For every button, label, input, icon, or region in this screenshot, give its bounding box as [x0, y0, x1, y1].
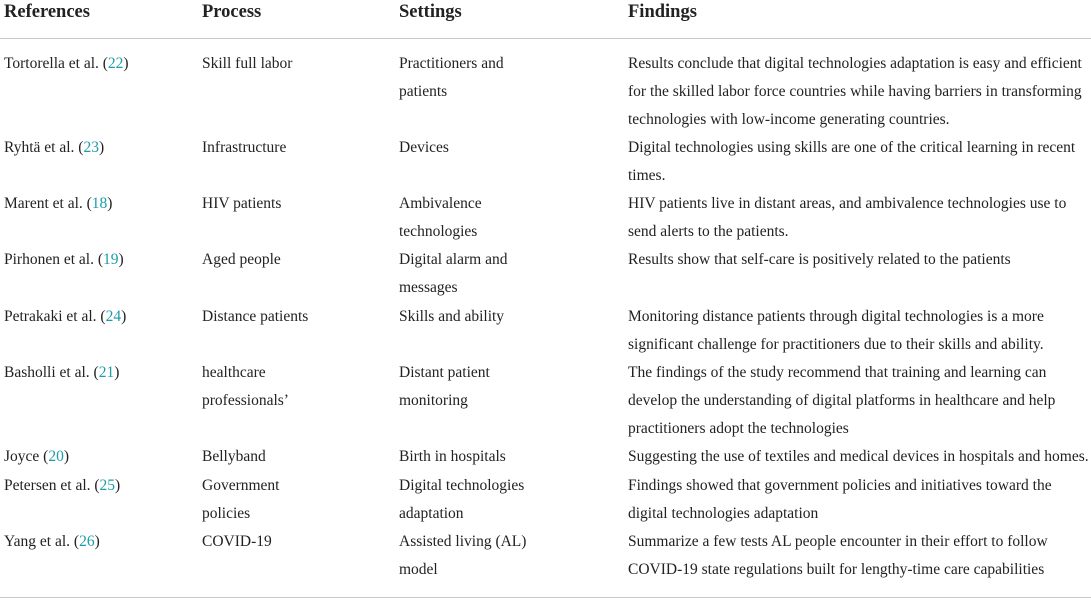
citation-link[interactable]: 26 — [79, 533, 95, 550]
author-text-close: ) — [107, 195, 113, 212]
reference-cell — [4, 443, 69, 471]
findings-cell-line: practitioners adopt the technologies — [628, 420, 849, 437]
findings-cell-line: Monitoring distance patients through digital technologies is a more — [628, 308, 1044, 325]
header-findings: Findings — [628, 2, 697, 22]
findings-cell — [628, 472, 1090, 528]
reference-cell — [4, 359, 119, 387]
process-cell — [202, 303, 308, 331]
settings-cell-line: Devices — [399, 139, 449, 156]
reference-cell — [4, 50, 129, 78]
process-cell — [202, 246, 281, 274]
author-text-close: ) — [115, 477, 121, 494]
process-cell-line: professionals’ — [202, 392, 289, 409]
findings-cell-line: Digital technologies using skills are one of the critical learning in recent — [628, 139, 1076, 156]
findings-cell-line: times. — [628, 167, 666, 184]
findings-cell-line: Results show that self-care is positively related to the patients — [628, 251, 1011, 268]
settings-cell — [399, 472, 579, 528]
findings-cell — [628, 528, 1090, 584]
settings-cell-line: Distant patient — [399, 364, 490, 381]
author-text: Pirhonen et al. ( — [4, 251, 104, 268]
settings-cell-line: Digital technologies — [399, 477, 525, 494]
process-cell-line: COVID-19 — [202, 533, 272, 550]
author-text-close: ) — [114, 364, 120, 381]
process-cell-line: HIV patients — [202, 195, 282, 212]
settings-cell-line: technologies — [399, 223, 478, 240]
process-cell-line: Distance patients — [202, 308, 309, 325]
author-text: Petersen et al. ( — [4, 477, 100, 494]
settings-cell — [399, 50, 579, 106]
reference-cell — [4, 134, 104, 162]
findings-cell — [628, 303, 1090, 359]
settings-cell — [399, 190, 579, 246]
author-text-close: ) — [98, 139, 105, 156]
author-text-close: ) — [63, 448, 69, 465]
reference-cell — [4, 190, 112, 218]
findings-cell-line: for the skilled labor force countries while having barriers in transforming — [628, 83, 1082, 100]
author-text: Ryhtä et al. ( — [4, 139, 84, 156]
findings-cell-line: send alerts to the patients. — [628, 223, 789, 240]
author-text-close: ) — [121, 308, 127, 325]
findings-cell-line: Findings showed that government policies and initiatives toward the — [628, 477, 1052, 494]
process-cell-line: Bellyband — [202, 448, 266, 465]
settings-cell-line: model — [399, 561, 438, 578]
findings-cell — [628, 134, 1090, 190]
settings-cell-line: Skills and ability — [399, 308, 505, 325]
settings-cell-line: Assisted living (AL) — [399, 533, 527, 550]
settings-cell-line: monitoring — [399, 392, 468, 409]
process-cell-line: healthcare — [202, 364, 266, 381]
author-text: Basholli et al. ( — [4, 364, 99, 381]
process-cell — [202, 134, 286, 162]
findings-cell-line: Results conclude that digital technologies adaptation is easy and efficient — [628, 55, 1082, 72]
citation-link[interactable]: 25 — [99, 477, 116, 494]
reference-cell — [4, 472, 120, 500]
findings-cell-line: develop the understanding of digital platforms in healthcare and help — [628, 392, 1056, 409]
settings-cell-line: patients — [399, 83, 448, 100]
findings-cell-line: digital technologies adaptation — [628, 505, 819, 522]
author-text: Yang et al. ( — [4, 533, 80, 550]
settings-cell-line: Ambivalence — [399, 195, 482, 212]
author-text-close: ) — [118, 251, 124, 268]
citation-link[interactable]: 21 — [98, 364, 115, 381]
header-references: References — [4, 2, 90, 22]
findings-cell-line: HIV patients live in distant areas, and ambivalence technologies use to — [628, 195, 1067, 212]
findings-cell-line: technologies with low-income generating countries. — [628, 111, 950, 128]
process-cell — [202, 190, 281, 218]
findings-cell — [628, 50, 1090, 134]
reference-cell — [4, 528, 100, 556]
settings-cell-line: messages — [399, 279, 458, 296]
author-text: Petrakaki et al. ( — [4, 308, 106, 325]
process-cell — [202, 472, 279, 528]
author-text: Joyce ( — [4, 448, 49, 465]
citation-link[interactable]: 20 — [48, 448, 64, 465]
process-cell-line: Skill full labor — [202, 55, 293, 72]
settings-cell — [399, 528, 579, 584]
process-cell-line: Infrastructure — [202, 139, 287, 156]
process-cell — [202, 359, 289, 415]
author-text: Tortorella et al. ( — [4, 55, 108, 72]
citation-link[interactable]: 23 — [83, 139, 99, 156]
process-cell — [202, 50, 292, 78]
findings-cell-line: Summarize a few tests AL people encounter in their effort to follow — [628, 533, 1048, 550]
reference-cell — [4, 246, 124, 274]
findings-cell-line: Suggesting the use of textiles and medical devices in hospitals and homes. — [628, 448, 1089, 465]
findings-cell-line: significant challenge for practitioners due to their skills and ability. — [628, 336, 1044, 353]
settings-cell — [399, 246, 579, 302]
settings-cell-line: Practitioners and — [399, 55, 504, 72]
header-settings: Settings — [399, 2, 462, 22]
table-header — [0, 0, 1091, 39]
author-text-close: ) — [94, 533, 100, 550]
findings-cell — [628, 190, 1090, 246]
settings-cell-line: adaptation — [399, 505, 464, 522]
process-cell-line: policies — [202, 505, 251, 522]
process-cell-line: Government — [202, 477, 280, 494]
findings-cell — [628, 246, 1090, 274]
findings-cell-line: COVID-19 state regulations built for lengthy-time care capabilities — [628, 561, 1045, 578]
citation-link[interactable]: 22 — [107, 55, 124, 72]
settings-cell — [399, 443, 579, 471]
findings-cell — [628, 359, 1090, 443]
process-cell — [202, 443, 266, 471]
settings-cell — [399, 359, 579, 415]
bottom-rule — [0, 597, 1091, 598]
process-cell — [202, 528, 272, 556]
settings-cell — [399, 303, 579, 331]
settings-cell — [399, 134, 579, 162]
citation-link[interactable]: 24 — [105, 308, 122, 325]
citation-link[interactable]: 18 — [91, 195, 108, 212]
findings-cell-line: The findings of the study recommend that training and learning can — [628, 364, 1047, 381]
settings-cell-line: Digital alarm and — [399, 251, 508, 268]
settings-cell-line: Birth in hospitals — [399, 448, 506, 465]
author-text-close: ) — [123, 55, 129, 72]
findings-cell — [628, 443, 1090, 471]
header-process: Process — [202, 2, 262, 22]
author-text: Marent et al. ( — [4, 195, 92, 212]
citation-link[interactable]: 19 — [103, 251, 119, 268]
process-cell-line: Aged people — [202, 251, 281, 268]
reference-cell — [4, 303, 126, 331]
